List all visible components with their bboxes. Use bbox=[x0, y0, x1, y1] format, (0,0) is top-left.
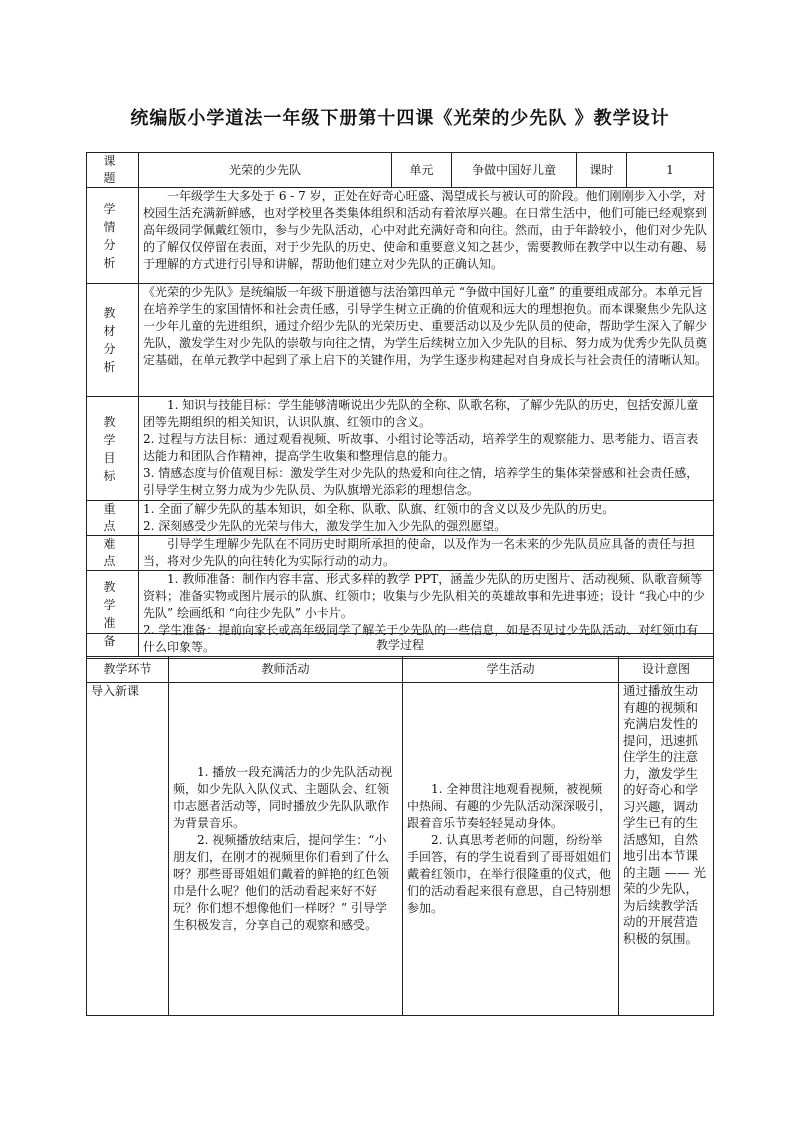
paragraph: 《光荣的少先队》是统编版一年级下册道德与法治第四单元 “争做中国好儿童” 的重要组成部分。本单元旨在培养学生的家国情怀和社会责任感，引导学生树立正确的价值观和远大的理想抱负。而本课聚焦少先队这一少年儿童的先进组织，通过介绍少先队的光荣历史、重要活动以及少先队员的使命，帮助学生深入了解少先队，激发学生对少先队的崇敬与向往之情，为学生后续树立加入少先队的目标、努力成为优秀少先队员奠定基础，在单元教学中起到了承上启下的关键作用，为学生逐步构建起对自身成长与社会责任的清晰认知。 bbox=[143, 285, 708, 367]
goals-label bbox=[87, 397, 139, 501]
info-table bbox=[86, 152, 714, 659]
label-line: 教 学 bbox=[103, 414, 122, 447]
paragraph: 通过播放生动有趣的视频和充满启发性的提问，迅速抓住学生的注意力，激发学生的好奇心和学习兴趣，调动学生已有的生活感知，自然地引出本节课的主题 —— 光荣的少先队，为后续教学活动的开展营造积极的氛围。 bbox=[623, 683, 706, 946]
goal-item: 2. 过程与方法目标：通过观看视频、听故事、小组讨论等活动，培养学生的观察能力、思考能力、语言表达能力和团队合作精神，提高学生收集和整理信息的能力。 bbox=[143, 432, 699, 463]
stage-cell: 导入新课 bbox=[87, 683, 169, 1016]
column-header: 设计意图 bbox=[619, 657, 714, 683]
column-header: 教师活动 bbox=[169, 657, 403, 683]
prep-item: 1. 教师准备：制作内容丰富、形式多样的教学 PPT，涵盖少先队的历史图片、活动视频、队歌音频等资料；准备实物或图片展示的队旗、红领巾；收集与少先队相关的英雄故事和先进事迹；设计 “我心中的少先队” 绘画纸和 “向往少先队” 小卡片。 bbox=[143, 572, 705, 620]
student-item: 2. 认真思考老师的问题，纷纷举手回答，有的学生说看到了哥哥姐姐们戴着红领巾，在举行很隆重的仪式，他们的活动看起来很有意思，自己特别想参加。 bbox=[407, 833, 612, 915]
student-analysis-label bbox=[87, 188, 139, 284]
key-points-label: 重 点 bbox=[87, 501, 139, 536]
course-label: 课 题 bbox=[87, 153, 139, 188]
unit-label: 单元 bbox=[392, 153, 452, 188]
paragraph: 引导学生理解少先队在不同历史时期所承担的使命，以及作为一名未来的少先队员应具备的责任与担当，将对少先队的向往转化为实际行动的动力。 bbox=[143, 537, 696, 568]
paragraph: 一年级学生大多处于 6 - 7 岁，正处在好奇心旺盛、渴望成长与被认可的阶段。他们刚刚步入小学，对校园生活充满新鲜感，也对学校里各类集体组织和活动有着浓厚兴趣。在日常生活中，他们可能已经观察到高年级同学佩戴红领巾，参与少先队活动，心中对此充满好奇和向往。然而，由于年龄较小，他们对少先队的了解仅仅停留在表面，对于少先队的历史、使命和重要意义知之甚少，需要教师在教学中以生动有趣、易于理解的方式进行引导和讲解，帮助他们建立对少先队的正确认知。 bbox=[143, 189, 708, 271]
key-points-text bbox=[139, 501, 714, 536]
hours-value: 1 bbox=[627, 153, 714, 188]
unit-value: 争做中国好儿童 bbox=[452, 153, 577, 188]
page-title: 统编版小学道法一年级下册第十四课《光荣的少先队 》教学设计 bbox=[130, 108, 670, 129]
material-analysis-label bbox=[87, 284, 139, 397]
goal-item: 3. 情感态度与价值观目标：激发学生对少先队的热爱和向往之情，培养学生的集体荣誉感和社会责任感，引导学生树立努力成为少先队员、为队旗增光添彩的理想信念。 bbox=[143, 466, 699, 497]
column-header: 教学环节 bbox=[87, 657, 169, 683]
key-point-item: 1. 全面了解少先队的基本知识，如全称、队歌、队旗、红领巾的含义以及少先队的历史。 bbox=[143, 502, 615, 516]
table-row bbox=[87, 683, 714, 1016]
label-line: 学 情 bbox=[103, 201, 122, 234]
student-activity-cell bbox=[403, 683, 619, 1016]
design-intent-cell bbox=[619, 683, 714, 1016]
process-heading: 教学过程 bbox=[87, 634, 714, 657]
teacher-activity-cell bbox=[169, 683, 403, 1016]
difficulty-text bbox=[139, 536, 714, 571]
label-line: 准 备 bbox=[103, 615, 122, 648]
difficulty-label: 难 点 bbox=[87, 536, 139, 571]
label-line: 分 析 bbox=[103, 237, 122, 270]
key-point-item: 2. 深刻感受少先队的光荣与伟大，激发学生加入少先队的强烈愿望。 bbox=[143, 519, 507, 533]
label-line: 教 学 bbox=[103, 579, 122, 612]
prep-item: 2. 学生准备：提前向家长或高年级同学了解关于少先队的一些信息，如是否见过少先队活动、对红领巾有什么印象等。 bbox=[143, 623, 699, 654]
label-line: 分 析 bbox=[103, 342, 122, 374]
student-analysis-text bbox=[139, 188, 714, 284]
label-line: 教 材 bbox=[103, 306, 122, 338]
process-table bbox=[86, 633, 714, 1016]
goal-item: 1. 知识与技能目标：学生能够清晰说出少先队的全称、队歌名称，了解少先队的历史，包括安源儿童团等先期组织的相关知识，认识队旗、红领巾的含义。 bbox=[143, 398, 699, 429]
teacher-item: 2. 视频播放结束后，提问学生：“小朋友们，在刚才的视频里你们看到了什么呀？那些哥哥姐姐们戴着的鲜艳的红色领巾是什么呢？他们的活动看起来好不好玩？你们想不想像他们一样呀？” 引导学生积极发言，分享自己的观察和感受。 bbox=[173, 833, 390, 932]
teacher-item: 1. 播放一段充满活力的少先队活动视频，如少先队入队仪式、主题队会、红领巾志愿者活动等，同时播放少先队队歌作为背景音乐。 bbox=[173, 765, 393, 830]
material-analysis-text bbox=[139, 284, 714, 397]
column-header: 学生活动 bbox=[403, 657, 619, 683]
goals-text bbox=[139, 397, 714, 501]
hours-label: 课时 bbox=[577, 153, 627, 188]
label-line: 目 标 bbox=[103, 450, 122, 483]
student-item: 1. 全神贯注地观看视频，被视频中热闹、有趣的少先队活动深深吸引，跟着音乐节奏轻轻晃动身体。 bbox=[407, 782, 612, 830]
course-value: 光荣的少先队 bbox=[139, 153, 392, 188]
